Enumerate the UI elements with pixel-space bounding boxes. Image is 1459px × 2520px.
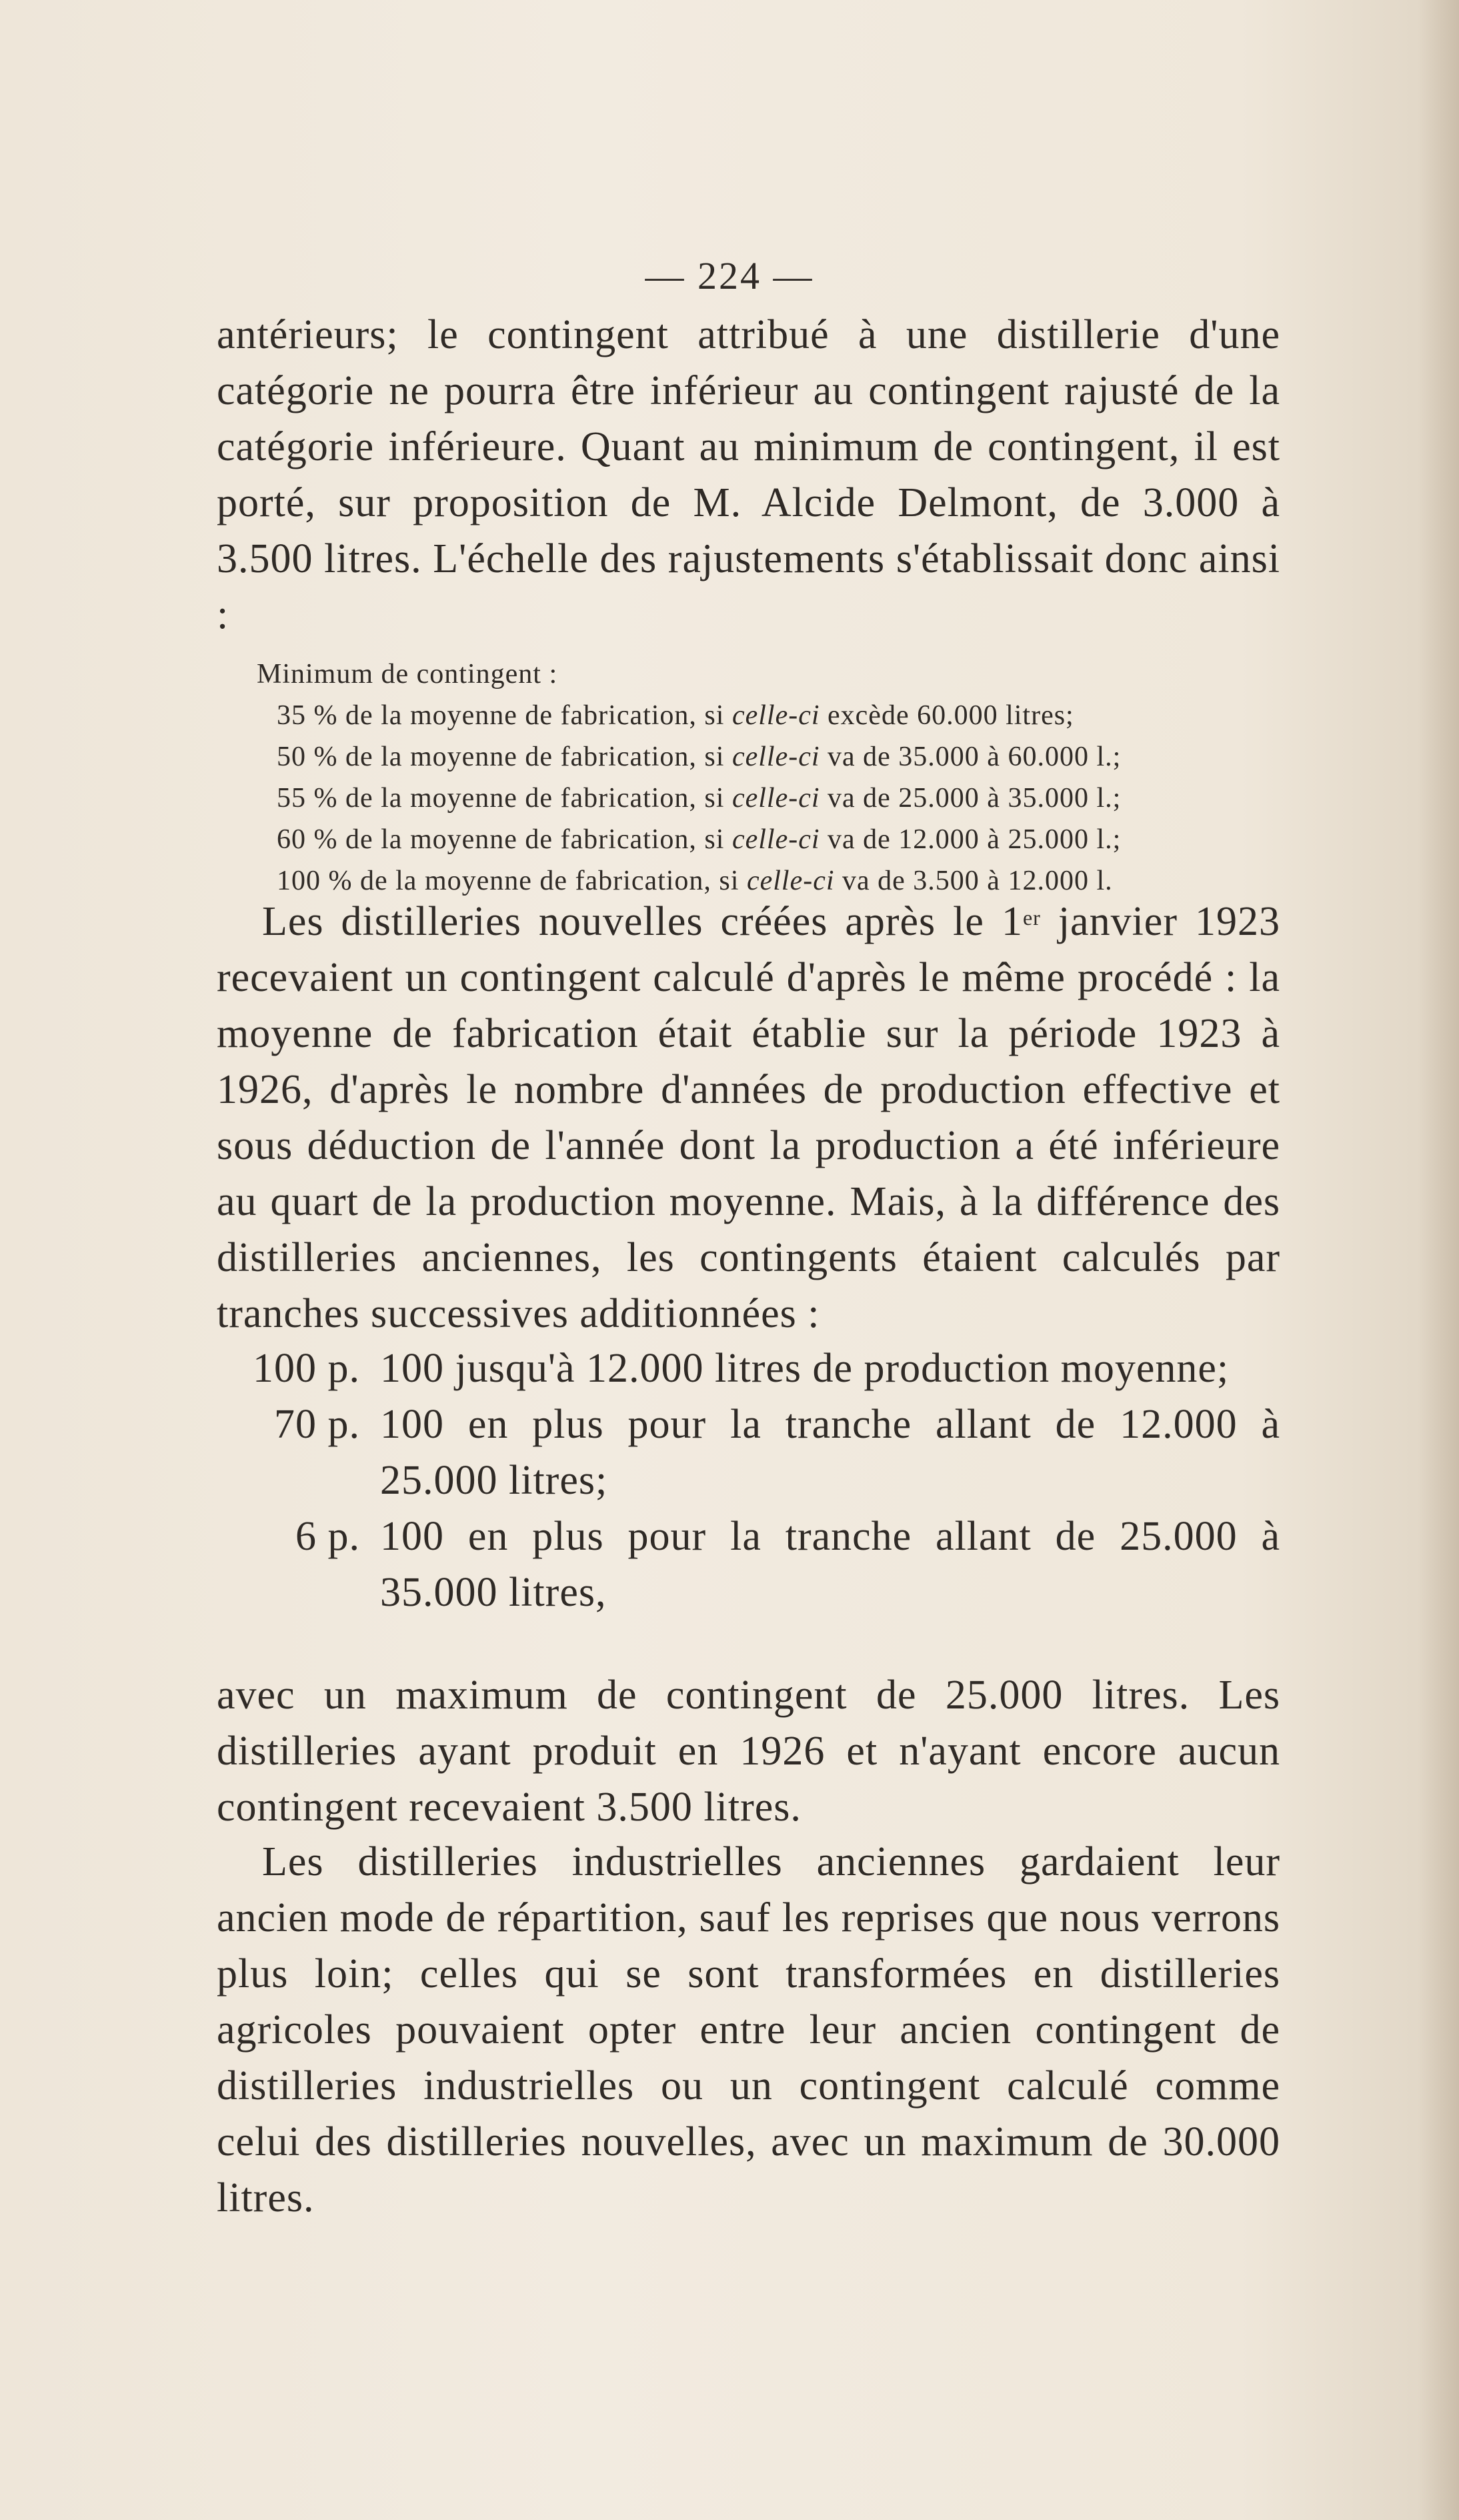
paragraph-industrielles: [217, 1834, 1280, 2226]
tranche-item: 70 p. 100 en plus pour la tranche allant de 12.000 à 25.000 litres;: [274, 1402, 1280, 1503]
table-row: 55 % de la moyenne de fabrication, si celle-ci va de 25.000 à 35.000 l.;: [277, 783, 1122, 814]
paragraph-text: avec un maximum de contingent de 25.000 litres. Les distilleries ayant produit en 1926 et n'ayant encore aucun contingent recevaient 3.500 litres.: [217, 1672, 1280, 1830]
paragraph-maximum: [217, 1667, 1280, 1835]
paragraph-text: Les distilleries industrielles anciennes gardaient leur ancien mode de répartition, sauf les reprises que nous verrons plus loin; celles qui se sont transformées en distilleries agricoles pouvaient opter entre leur ancien contingent de distilleries industrielles ou un contingent calculé comme celui des distilleries nouvelles, avec un maximum de 30.000 litres.: [217, 1839, 1280, 2221]
paragraph-text: Les distilleries nouvelles créées après le 1er janvier 1923 recevaient un contingent calculé d'après le même procédé : la moyenne de fabrication était établie sur la période 1923 à 1926, d'après le nombre d'années de production effective et sous déduction de l'année dont la production a été inférieure au quart de la production moyenne. Mais, à la différence des distilleries anciennes, les contingents étaient calculés par tranches successives additionnées :: [217, 899, 1280, 1336]
tranche-item: 100 p. 100 jusqu'à 12.000 litres de production moyenne;: [253, 1346, 1230, 1391]
table-row: 35 % de la moyenne de fabrication, si celle-ci excède 60.000 litres;: [277, 700, 1074, 731]
table-heading: Minimum de contingent :: [257, 659, 558, 690]
table-row: 60 % de la moyenne de fabrication, si celle-ci va de 12.000 à 25.000 l.;: [277, 824, 1122, 855]
paragraph-text: antérieurs; le contingent attribué à une distillerie d'une catégorie ne pourra être inférieur au contingent rajusté de la catégorie inférieure. Quant au minimum de contingent, il est porté, sur proposition de M. Alcide Delmont, de 3.000 à 3.500 litres. L'échelle des rajustements s'établissait donc ainsi :: [217, 312, 1280, 638]
minimum-table: [217, 654, 1280, 902]
tranche-item: 6 p. 100 en plus pour la tranche allant de 25.000 à 35.000 litres,: [295, 1514, 1280, 1615]
page-edge-shadow: [1419, 0, 1459, 2520]
table-row: 50 % de la moyenne de fabrication, si celle-ci va de 35.000 à 60.000 l.;: [277, 742, 1122, 772]
table-row: 100 % de la moyenne de fabrication, si celle-ci va de 3.500 à 12.000 l.: [277, 866, 1113, 896]
page-number: — 224 —: [645, 254, 814, 297]
paragraph-nouvelles: [217, 894, 1280, 1342]
tranches-list: [217, 1340, 1280, 1620]
paragraph-antecedents: [217, 307, 1280, 643]
